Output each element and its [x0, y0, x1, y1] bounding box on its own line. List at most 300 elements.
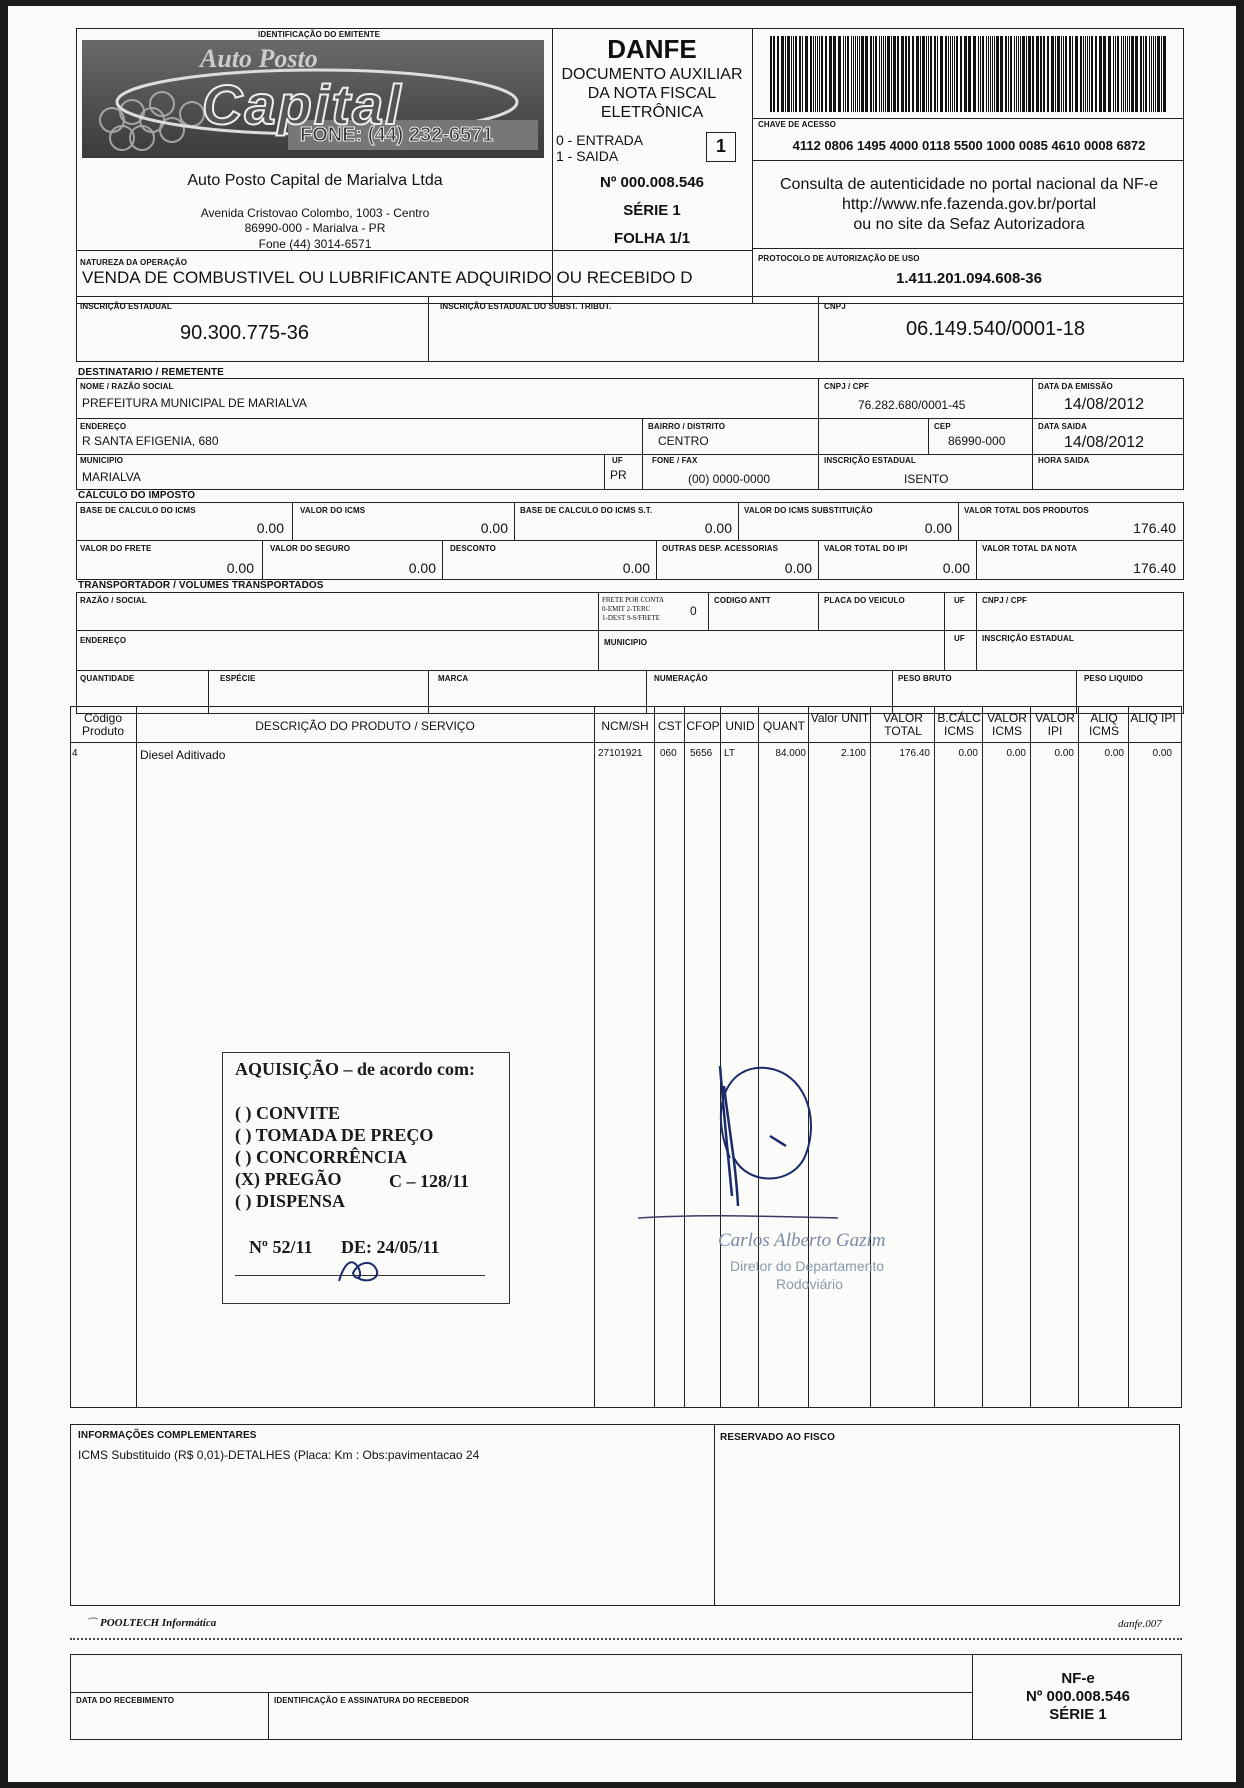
- barcode-bar: [881, 36, 882, 112]
- ipi-label: VALOR TOTAL DO IPI: [824, 544, 908, 553]
- ie-label: INSCRIÇÃO ESTADUAL: [80, 302, 172, 311]
- barcode-bar: [978, 36, 979, 112]
- chave-value: 4112 0806 1495 4000 0118 5500 1000 0085 4610 0008 6872: [792, 138, 1146, 153]
- divider: [944, 592, 945, 670]
- destinatario-section: DESTINATARIO / REMETENTE: [78, 367, 224, 378]
- transp-uf2-label: UF: [954, 634, 965, 643]
- barcode-bar: [1008, 36, 1009, 112]
- barcode-bar: [986, 36, 987, 112]
- protocolo-value: 1.411.201.094.608-36: [896, 270, 1042, 287]
- barcode-bar: [1075, 36, 1078, 112]
- destinatario-frame: [76, 378, 1184, 490]
- barcode-bar: [879, 36, 880, 112]
- barcode-bar: [1057, 36, 1060, 112]
- barcode-bar: [838, 36, 841, 112]
- transp-cnpj-label: CNPJ / CPF: [982, 596, 1028, 605]
- barcode-bar: [1143, 36, 1144, 112]
- base-st-label: BASE DE CALCULO DO ICMS S.T.: [520, 506, 653, 515]
- danfe-ref: danfe.007: [1118, 1618, 1162, 1630]
- barcode-bar: [1155, 36, 1156, 112]
- handwritten-signature: [638, 1046, 858, 1246]
- initials-signature: [333, 1251, 383, 1287]
- barcode-bar: [883, 36, 884, 112]
- barcode-bar: [912, 36, 914, 112]
- saida-label: 1 - SAIDA: [556, 148, 619, 164]
- col-cfop: CFOP: [686, 719, 720, 733]
- col-descricao: DESCRIÇÃO DO PRODUTO / SERVIÇO: [255, 719, 475, 733]
- dest-endereco-label: ENDEREÇO: [80, 422, 127, 431]
- barcode-bar: [1020, 36, 1021, 112]
- barcode-bar: [1040, 36, 1042, 112]
- row-unid: LT: [724, 748, 735, 759]
- protocolo-label: PROTOCOLO DE AUTORIZAÇÃO DE USO: [758, 254, 920, 263]
- danfe-title: DANFE: [607, 34, 697, 64]
- barcode-bar: [793, 36, 794, 112]
- stamp-opt-convite: ( ) CONVITE: [235, 1103, 341, 1123]
- stamp-opt-dispensa: ( ) DISPENSA: [235, 1191, 346, 1211]
- barcode-bar: [968, 36, 971, 112]
- barcode-bar: [1087, 36, 1088, 112]
- barcode-bar: [813, 36, 814, 112]
- barcode-bar: [1018, 36, 1019, 112]
- dest-cnpj: 76.282.680/0001-45: [858, 398, 966, 412]
- info-label: INFORMAÇÕES COMPLEMENTARES: [78, 1430, 257, 1441]
- transp-endereco-label: ENDEREÇO: [80, 636, 127, 645]
- divider: [738, 502, 739, 540]
- barcode-bar: [897, 36, 899, 112]
- col-aliq-ipi: ALIQ IPI: [1130, 711, 1176, 725]
- signatory-role-1: Diretor do Departamento: [730, 1258, 885, 1274]
- barcode-bar: [1032, 36, 1034, 112]
- barcode-bar: [817, 36, 818, 112]
- imposto-section: CÁLCULO DO IMPOSTO: [78, 490, 196, 501]
- divider: [268, 1692, 269, 1740]
- divider: [976, 540, 977, 580]
- divider: [958, 502, 959, 540]
- barcode-bar: [1095, 36, 1097, 112]
- divider: [752, 248, 1184, 249]
- barcode-bar: [908, 36, 910, 112]
- barcode-bar: [829, 36, 832, 112]
- barcode-bar: [1161, 36, 1162, 112]
- barcode-bar: [1115, 36, 1116, 112]
- barcode-bar: [1117, 36, 1119, 112]
- row-codigo: 4: [72, 748, 78, 759]
- emissao-label: DATA DA EMISSÃO: [1038, 382, 1113, 391]
- danfe-serie: SÉRIE 1: [623, 202, 681, 219]
- dest-cep-label: CEP: [934, 422, 951, 431]
- stamp-opt-pregao: (X) PREGÃO: [235, 1169, 342, 1189]
- barcode-bar: [1089, 36, 1090, 112]
- dest-uf-label: UF: [612, 456, 623, 465]
- barcode: [770, 36, 1170, 112]
- divider: [76, 418, 1184, 419]
- row-cfop: 5656: [690, 748, 713, 759]
- dest-municipio-label: MUNICIPIO: [80, 456, 124, 465]
- row-valor-total: 176.40: [899, 748, 930, 759]
- barcode-bar: [930, 36, 932, 112]
- divider: [76, 670, 1184, 671]
- barcode-bar: [853, 36, 854, 112]
- divider: [552, 28, 553, 304]
- barcode-bar: [1113, 36, 1114, 112]
- row-valor-icms: 0.00: [1006, 748, 1026, 759]
- divider: [934, 706, 935, 1408]
- barcode-bar: [843, 36, 844, 112]
- barcode-bar: [928, 36, 929, 112]
- dest-bairro: CENTRO: [658, 434, 709, 448]
- dest-bairro-label: BAIRRO / DISTRITO: [648, 422, 726, 431]
- barcode-bar: [1063, 36, 1064, 112]
- desconto-value: 0.00: [622, 560, 650, 576]
- base-icms-value: 0.00: [256, 520, 284, 536]
- col-cst: CST: [658, 719, 682, 733]
- dest-cnpj-label: CNPJ / CPF: [824, 382, 870, 391]
- barcode-bar: [922, 36, 925, 112]
- numeracao-label: NUMERAÇÃO: [654, 674, 708, 683]
- divider: [1032, 378, 1033, 490]
- barcode-bar: [887, 36, 890, 112]
- col-quant: QUANT: [763, 719, 805, 733]
- divider: [136, 706, 137, 1408]
- divider: [714, 1424, 715, 1606]
- barcode-bar: [990, 36, 991, 112]
- divider: [642, 418, 643, 490]
- barcode-bar: [1061, 36, 1062, 112]
- dest-fone: (00) 0000-0000: [688, 472, 771, 486]
- dest-municipio: MARIALVA: [82, 470, 141, 484]
- danfe-subtitle-2: DA NOTA FISCAL: [587, 85, 717, 102]
- stamp-pregao-ref: C – 128/11: [389, 1171, 470, 1191]
- barcode-bar: [851, 36, 852, 112]
- barcode-bar: [1085, 36, 1086, 112]
- barcode-bar: [950, 36, 951, 112]
- divider: [972, 1654, 973, 1740]
- emitente-label: IDENTIFICAÇÃO DO EMITENTE: [258, 30, 381, 39]
- danfe-folha: FOLHA 1/1: [613, 230, 691, 247]
- signatory-role-2: Rodoviário: [776, 1276, 843, 1292]
- company-logo: [82, 40, 544, 158]
- row-cst: 060: [660, 748, 677, 759]
- divider: [870, 706, 871, 1408]
- col-valor-unit: Valor UNIT: [810, 711, 870, 725]
- natureza-label: NATUREZA DA OPERAÇÃO: [80, 258, 188, 267]
- recebedor-label: IDENTIFICAÇÃO E ASSINATURA DO RECEBEDOR: [274, 1696, 470, 1705]
- base-st-value: 0.00: [704, 520, 732, 536]
- cut-line: [70, 1638, 1182, 1640]
- stamp-title: AQUISIÇÃO – de acordo com:: [235, 1059, 475, 1079]
- danfe-subtitle-1: DOCUMENTO AUXILIAR: [561, 66, 743, 83]
- outras-label: OUTRAS DESP. ACESSORIAS: [662, 544, 779, 553]
- saida-date-value: 14/08/2012: [1064, 434, 1145, 451]
- barcode-bar: [1022, 36, 1025, 112]
- barcode-bar: [855, 36, 856, 112]
- row-aliq-icms: 0.00: [1104, 748, 1124, 759]
- barcode-bar: [1080, 36, 1082, 112]
- barcode-bar: [1123, 36, 1124, 112]
- total-nota-value: 176.40: [1133, 560, 1176, 576]
- barcode-bar: [926, 36, 927, 112]
- frete-label: VALOR DO FRETE: [80, 544, 152, 553]
- dest-uf: PR: [610, 468, 627, 482]
- barcode-bar: [954, 36, 955, 112]
- barcode-bar: [994, 36, 995, 112]
- ie-st-label: INSCRIÇÃO ESTADUAL DO SUBST. TRIBUT.: [440, 302, 612, 311]
- total-nota-label: VALOR TOTAL DA NOTA: [982, 544, 1078, 553]
- total-prod-value: 176.40: [1133, 520, 1176, 536]
- divider: [1078, 706, 1079, 1408]
- barcode-bar: [821, 36, 823, 112]
- dest-nome: PREFEITURA MUNICIPAL DE MARIALVA: [82, 396, 307, 410]
- barcode-bar: [1000, 36, 1003, 112]
- divider: [752, 160, 1184, 161]
- barcode-bar: [785, 36, 786, 112]
- seguro-value: 0.00: [408, 560, 436, 576]
- barcode-bar: [905, 36, 907, 112]
- transportador-section: TRANSPORTADOR / VOLUMES TRANSPORTADOS: [78, 580, 324, 591]
- transp-razao-label: RAZÃO / SOCIAL: [80, 596, 147, 605]
- row-aliq-ipi: 0.00: [1152, 748, 1172, 759]
- nfe-serie: SÉRIE 1: [1049, 1706, 1107, 1723]
- divider: [70, 1692, 972, 1693]
- logo-text-2: Capital: [202, 73, 403, 136]
- barcode-bar: [819, 36, 820, 112]
- danfe-subtitle-3: ELETRÔNICA: [600, 104, 704, 121]
- divider: [594, 706, 595, 1408]
- barcode-bar: [982, 36, 984, 112]
- entrada-label: 0 - ENTRADA: [556, 132, 644, 148]
- divider: [818, 296, 819, 362]
- saida-date-label: DATA SAIDA: [1038, 422, 1087, 431]
- peso-liquido-label: PESO LIQUIDO: [1084, 674, 1143, 683]
- dest-endereco: R SANTA EFIGENIA, 680: [82, 434, 219, 448]
- divider: [70, 742, 1182, 743]
- barcode-bar: [1121, 36, 1122, 112]
- seguro-label: VALOR DO SEGURO: [270, 544, 351, 553]
- divider: [76, 630, 1184, 631]
- barcode-bar: [802, 36, 803, 112]
- divider: [708, 592, 709, 630]
- barcode-bar: [791, 36, 792, 112]
- marca-label: MARCA: [438, 674, 469, 683]
- row-quant: 84.000: [775, 748, 806, 759]
- col-codigo: Código Produto: [81, 711, 125, 738]
- consulta-line-1: Consulta de autenticidade no portal nacional da NF-e: [779, 176, 1159, 193]
- placa-label: PLACA DO VEICULO: [824, 596, 905, 605]
- emitente-address-2: 86990-000 - Marialva - PR: [244, 221, 386, 235]
- barcode-bar: [810, 36, 812, 112]
- barcode-bar: [1026, 36, 1027, 112]
- barcode-bar: [1043, 36, 1045, 112]
- col-valor-total: VALOR TOTAL: [883, 711, 923, 738]
- barcode-bar: [795, 36, 797, 112]
- consulta-line-3: ou no site da Sefaz Autorizadora: [853, 216, 1085, 233]
- barcode-bar: [1047, 36, 1049, 112]
- barcode-bar: [1091, 36, 1093, 112]
- barcode-bar: [945, 36, 947, 112]
- logo-text-1: Auto Posto: [200, 44, 318, 73]
- stamp-numero: Nº 52/11: [249, 1237, 313, 1257]
- barcode-bar: [1127, 36, 1128, 112]
- barcode-bar: [1005, 36, 1007, 112]
- divider: [752, 118, 1184, 119]
- barcode-bar: [1099, 36, 1102, 112]
- valor-icms-value: 0.00: [480, 520, 508, 536]
- barcode-bar: [956, 36, 958, 112]
- barcode-bar: [833, 36, 836, 112]
- barcode-bar: [861, 36, 864, 112]
- transp-municipio-label: MUNICIPIO: [604, 638, 648, 647]
- barcode-bar: [1129, 36, 1130, 112]
- divider: [982, 706, 983, 1408]
- barcode-bar: [1163, 36, 1166, 112]
- divider: [292, 502, 293, 540]
- emitente-address-1: Avenida Cristovao Colombo, 1003 - Centro: [200, 206, 430, 220]
- barcode-bar: [980, 36, 981, 112]
- transp-ie-label: INSCRIÇÃO ESTADUAL: [982, 634, 1074, 643]
- barcode-bar: [960, 36, 962, 112]
- barcode-bar: [1083, 36, 1084, 112]
- emitente-name: Auto Posto Capital de Marialva Ltda: [187, 172, 443, 189]
- barcode-bar: [1145, 36, 1147, 112]
- divider: [76, 540, 1184, 541]
- divider: [656, 540, 657, 580]
- divider: [928, 418, 929, 454]
- barcode-bar: [948, 36, 949, 112]
- row-descricao: Diesel Aditivado: [140, 748, 226, 762]
- barcode-bar: [873, 36, 874, 112]
- ie-value: 90.300.775-36: [180, 322, 310, 344]
- frete-value: 0.00: [226, 560, 254, 576]
- frete-conta-value: 0: [690, 604, 697, 618]
- divider: [818, 540, 819, 580]
- chave-label: CHAVE DE ACESSO: [758, 120, 836, 129]
- quantidade-label: QUANTIDADE: [80, 674, 135, 683]
- desconto-label: DESCONTO: [450, 544, 496, 553]
- emissao-value: 14/08/2012: [1064, 396, 1145, 413]
- barcode-bar: [1151, 36, 1152, 112]
- antt-label: CODIGO ANTT: [714, 596, 771, 605]
- total-prod-label: VALOR TOTAL DOS PRODUTOS: [964, 506, 1089, 515]
- barcode-bar: [781, 36, 784, 112]
- barcode-bar: [875, 36, 877, 112]
- hora-saida-label: HORA SAIDA: [1038, 456, 1090, 465]
- danfe-page: [8, 6, 1236, 1782]
- divider: [1128, 706, 1129, 1408]
- barcode-bar: [901, 36, 904, 112]
- divider: [818, 378, 819, 490]
- barcode-bar: [992, 36, 993, 112]
- peso-bruto-label: PESO BRUTO: [898, 674, 952, 683]
- stamp-data: DE: 24/05/11: [341, 1237, 440, 1257]
- frete-conta-label: FRETE POR CONTA 0-EMIT 2-TERC 1-DEST 9-S/FRETE: [602, 596, 665, 622]
- barcode-bar: [1069, 36, 1071, 112]
- barcode-bar: [787, 36, 790, 112]
- nfe-label: NF-e: [1061, 1670, 1095, 1687]
- barcode-bar: [973, 36, 976, 112]
- signatory-name: Carlos Alberto Gazim: [718, 1230, 886, 1251]
- dest-nome-label: NOME / RAZÃO SOCIAL: [80, 382, 174, 391]
- col-unid: UNID: [725, 719, 755, 733]
- barcode-bar: [1051, 36, 1054, 112]
- divider: [752, 28, 753, 304]
- stamp-opt-concorrencia: ( ) CONCORRÊNCIA: [235, 1147, 407, 1167]
- row-valor-unit: 2.100: [840, 748, 866, 759]
- barcode-bar: [870, 36, 872, 112]
- divider: [976, 592, 977, 670]
- col-valor-icms: VALOR ICMS: [987, 711, 1027, 738]
- tipo-box: 1: [706, 132, 736, 162]
- divider: [604, 454, 605, 490]
- divider: [428, 296, 429, 362]
- barcode-bar: [777, 36, 779, 112]
- info-text: ICMS Substituido (R$ 0,01)-DETALHES (Placa: Km : Obs:pavimentacao 24: [78, 1448, 480, 1462]
- barcode-bar: [1153, 36, 1154, 112]
- barcode-bar: [865, 36, 868, 112]
- col-valor-ipi: VALOR IPI: [1035, 711, 1075, 738]
- divider: [1030, 706, 1031, 1408]
- barcode-bar: [1131, 36, 1134, 112]
- dest-ie: ISENTO: [904, 472, 949, 486]
- row-valor-ipi: 0.00: [1054, 748, 1074, 759]
- barcode-bar: [805, 36, 808, 112]
- barcode-bar: [964, 36, 967, 112]
- barcode-bar: [1135, 36, 1138, 112]
- barcode-bar: [857, 36, 858, 112]
- outras-value: 0.00: [784, 560, 812, 576]
- dest-ie-label: INSCRIÇÃO ESTADUAL: [824, 456, 916, 465]
- barcode-bar: [1125, 36, 1126, 112]
- barcode-bar: [937, 36, 938, 112]
- emitente-phone: Fone (44) 3014-6571: [258, 237, 372, 251]
- base-icms-label: BASE DE CALCULO DO ICMS: [80, 506, 196, 515]
- barcode-bar: [1010, 36, 1012, 112]
- divider: [514, 502, 515, 540]
- barcode-bar: [773, 36, 775, 112]
- barcode-bar: [815, 36, 816, 112]
- danfe-numero: Nº 000.008.546: [600, 174, 704, 191]
- barcode-bar: [859, 36, 860, 112]
- dest-fone-label: FONE / FAX: [652, 456, 698, 465]
- barcode-bar: [825, 36, 827, 112]
- natureza-value: VENDA DE COMBUSTIVEL OU LUBRIFICANTE ADQUIRIDO OU RECEBIDO D: [82, 268, 693, 287]
- barcode-bar: [1140, 36, 1142, 112]
- row-ncm: 27101921: [598, 748, 643, 759]
- cnpj-label: CNPJ: [824, 302, 846, 311]
- barcode-bar: [1108, 36, 1111, 112]
- cnpj-value: 06.149.540/0001-18: [906, 318, 1086, 340]
- dest-cep: 86990-000: [948, 434, 1006, 448]
- col-ncm: NCM/SH: [601, 719, 649, 733]
- barcode-bar: [952, 36, 953, 112]
- logo-phone: FONE: (44) 232-6571: [300, 124, 494, 146]
- col-aliq-icms: ALIQ ICMS: [1089, 711, 1119, 738]
- barcode-bar: [1055, 36, 1056, 112]
- divider: [818, 592, 819, 630]
- barcode-bar: [988, 36, 989, 112]
- transp-uf-label: UF: [954, 596, 965, 605]
- barcode-bar: [847, 36, 849, 112]
- consulta-line-2: http://www.nfe.fazenda.gov.br/portal: [841, 196, 1097, 213]
- ipi-value: 0.00: [942, 560, 970, 576]
- barcode-bar: [799, 36, 801, 112]
- barcode-bar: [893, 36, 896, 112]
- aquisicao-stamp: [222, 1052, 510, 1304]
- barcode-bar: [934, 36, 936, 112]
- barcode-bar: [1028, 36, 1031, 112]
- barcode-bar: [940, 36, 943, 112]
- divider: [598, 592, 599, 670]
